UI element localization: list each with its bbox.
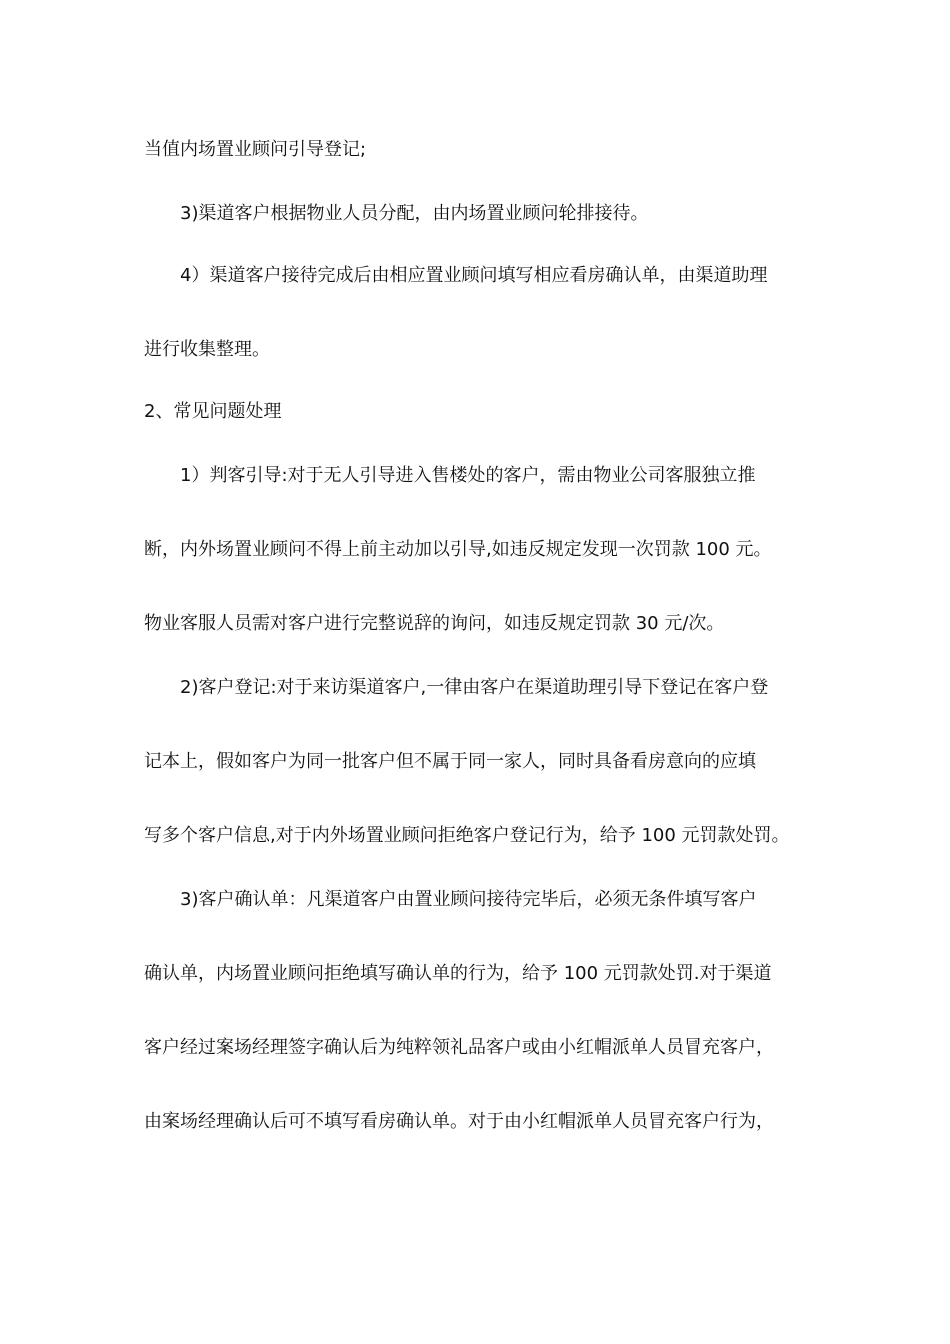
section-heading: 2、常见问题处理	[144, 401, 282, 422]
paragraph-line-1: 当值内场置业顾问引导登记;	[144, 139, 367, 160]
paragraph-line-15: 由案场经理确认后可不填写看房确认单。对于由小红帽派单人员冒充客户行为，	[144, 1111, 774, 1132]
paragraph-line-7: 断，内外场置业顾问不得上前主动加以引导,如违反规定发现一次罚款 100 元。	[144, 539, 772, 560]
paragraph-line-11: 写多个客户信息,对于内外场置业顾问拒绝客户登记行为，给予 100 元罚款处罚。	[144, 825, 790, 846]
paragraph-line-10: 记本上，假如客户为同一批客户但不属于同一家人，同时具备看房意向的应填	[144, 751, 756, 772]
paragraph-line-4: 进行收集整理。	[144, 339, 270, 360]
paragraph-line-9: 2)客户登记:对于来访渠道客户,一律由客户在渠道助理引导下登记在客户登	[180, 677, 769, 698]
paragraph-line-3: 4）渠道客户接待完成后由相应置业顾问填写相应看房确认单，由渠道助理	[180, 265, 768, 286]
paragraph-line-14: 客户经过案场经理签字确认后为纯粹领礼品客户或由小红帽派单人员冒充客户，	[144, 1037, 774, 1058]
paragraph-line-8: 物业客服人员需对客户进行完整说辞的询问，如违反规定罚款 30 元/次。	[144, 613, 725, 634]
paragraph-line-6: 1）判客引导:对于无人引导进入售楼处的客户，需由物业公司客服独立推	[180, 465, 756, 486]
paragraph-line-2: 3)渠道客户根据物业人员分配，由内场置业顾问轮排接待。	[180, 203, 649, 224]
paragraph-line-13: 确认单，内场置业顾问拒绝填写确认单的行为，给予 100 元罚款处罚.对于渠道	[144, 963, 772, 984]
paragraph-line-12: 3)客户确认单：凡渠道客户由置业顾问接待完毕后，必须无条件填写客户	[180, 889, 757, 910]
